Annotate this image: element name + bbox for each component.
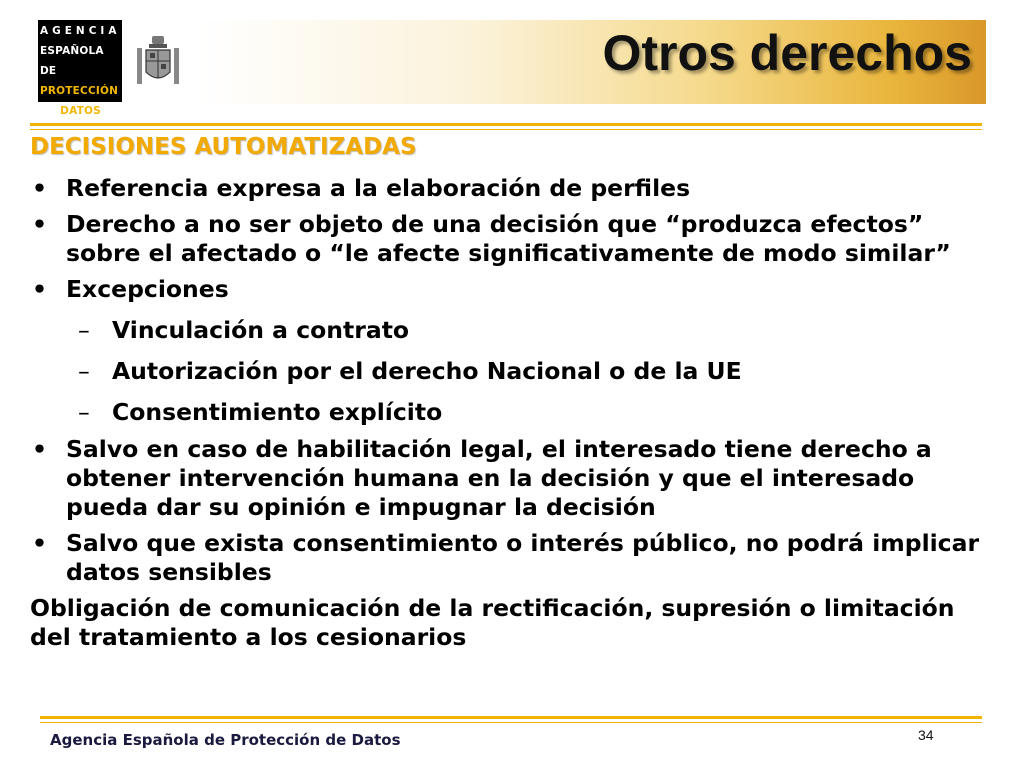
sub-bullet-item	[30, 398, 1000, 427]
dash-marker: –	[78, 316, 90, 344]
slide-title: Otros derechos	[602, 25, 972, 81]
header-divider	[30, 123, 982, 126]
bullet-text: Salvo en caso de habilitación legal, el interesado tiene derecho a obtener intervención humana en la decisión y que el interesado pueda dar su opinión e impugnar la decisión	[66, 435, 932, 521]
bullet-item	[30, 435, 1000, 522]
bullet-marker: •	[32, 529, 48, 557]
logo-line-4	[40, 101, 122, 121]
bullet-item	[30, 529, 1000, 587]
slide-content	[30, 133, 1000, 652]
sub-bullet-text: Vinculación a contrato	[112, 316, 410, 344]
sub-bullet-item	[30, 357, 1000, 386]
sub-bullet-item	[30, 316, 1000, 345]
bullet-item	[30, 275, 1000, 304]
footer-agency-name: Agencia Española de Protección de Datos	[50, 731, 401, 749]
dash-marker: –	[78, 398, 90, 426]
bullet-marker: •	[32, 210, 48, 238]
bullet-text: Referencia expresa a la elaboración de perfiles	[66, 174, 691, 202]
logo-line-4-de: DE	[40, 105, 61, 117]
bullet-text: Excepciones	[66, 275, 229, 303]
bullet-text: Derecho a no ser objeto de una decisión que “produzca efectos” sobre el afectado o “le afecte significativamente de modo similar”	[66, 210, 951, 267]
closing-paragraph: Obligación de comunicación de la rectificación, supresión o limitación del tratamiento a los cesionarios	[30, 594, 955, 651]
bullet-item	[30, 174, 1000, 203]
sub-bullet-text: Consentimiento explícito	[112, 398, 443, 426]
sub-bullet-text: Autorización por el derecho Nacional o de la UE	[112, 357, 742, 385]
logo-line-3: PROTECCIÓN	[40, 85, 119, 97]
agency-logo	[38, 20, 122, 117]
logo-line-2: ESPAÑOLA DE	[40, 45, 104, 77]
footer-divider	[40, 716, 982, 719]
coat-of-arms-icon	[134, 34, 182, 88]
bullet-text: Salvo que exista consentimiento o interés público, no podrá implicar datos sensibles	[66, 529, 980, 586]
footer-divider-thin	[40, 722, 982, 723]
section-heading: DECISIONES AUTOMATIZADAS	[30, 134, 417, 160]
bullet-marker: •	[32, 174, 48, 202]
logo-line-4-datos: DATOS	[60, 105, 101, 117]
logo-line-1: AGENCIA	[40, 25, 121, 37]
page-number: 34	[918, 727, 934, 743]
dash-marker: –	[78, 357, 90, 385]
bullet-marker: •	[32, 435, 48, 463]
bullet-marker: •	[32, 275, 48, 303]
bullet-item	[30, 210, 1000, 268]
header-divider-thin	[30, 129, 982, 130]
